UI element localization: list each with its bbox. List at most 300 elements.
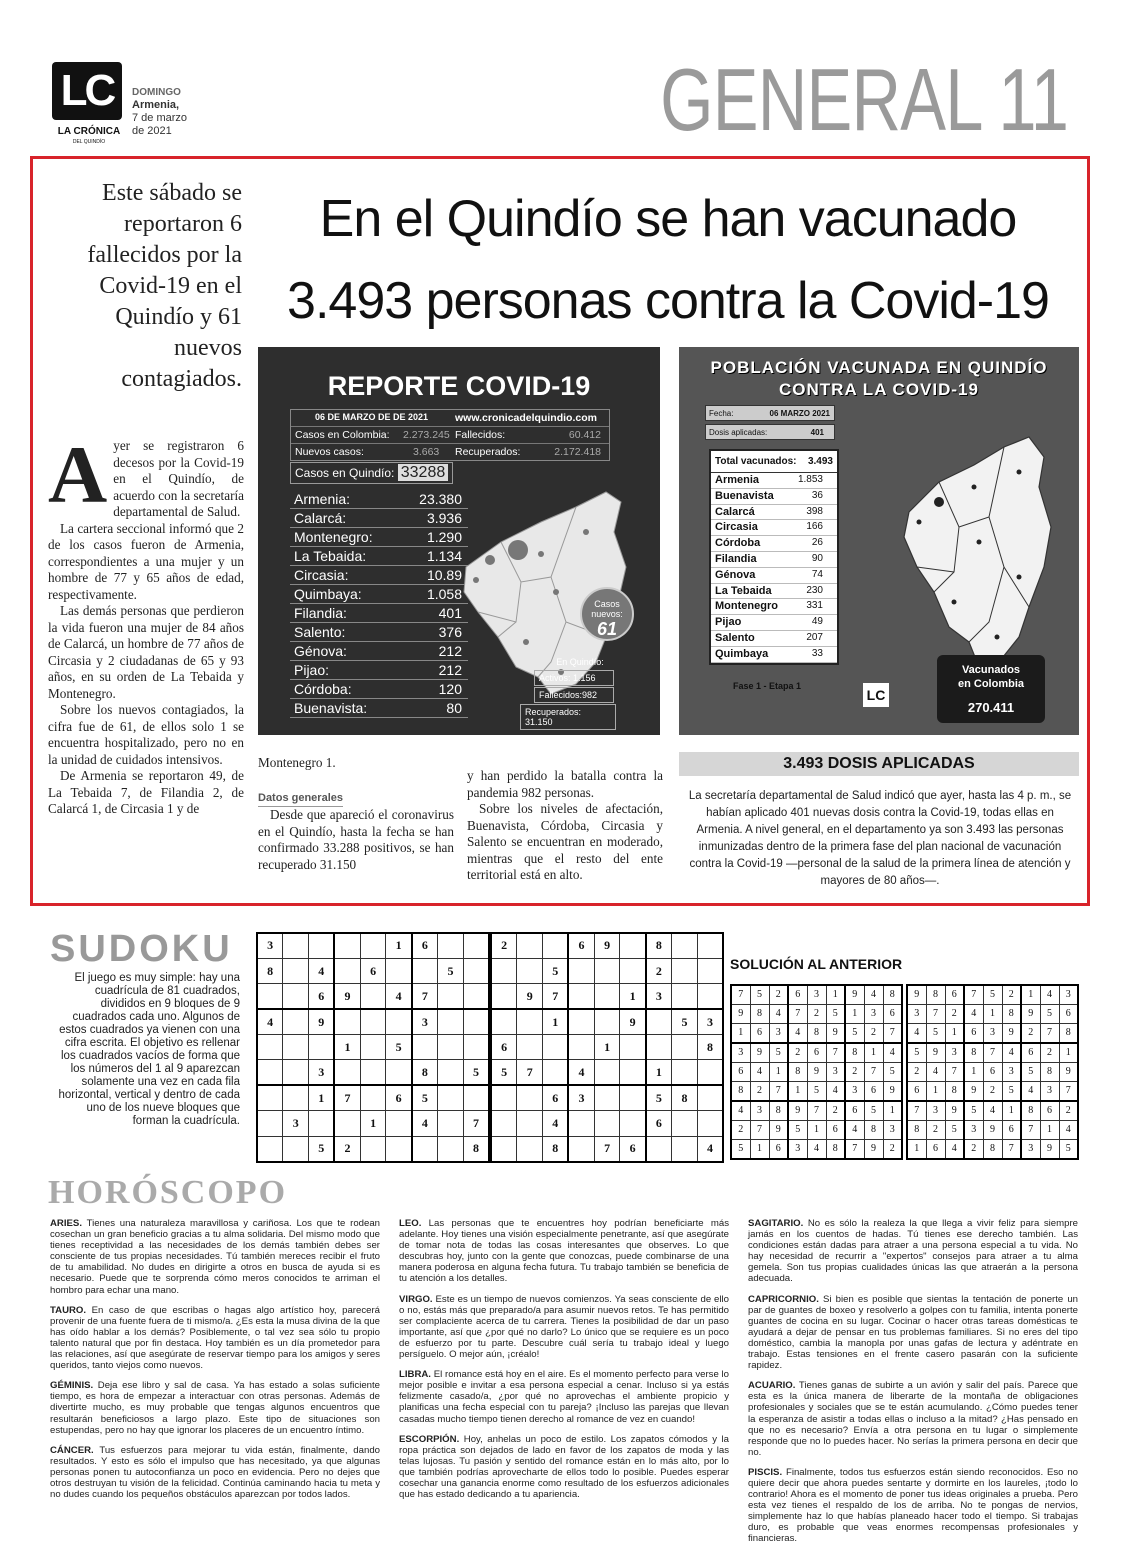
grid-cell — [697, 933, 723, 958]
grid-row — [257, 958, 489, 983]
grid-cell: 6 — [1040, 1101, 1059, 1120]
municipality-cases: 23.380 — [419, 491, 462, 507]
paragraph: Sobre los niveles de afectación, Buenavista, Córdoba, Circasia y Salento se encuentran en moderado, mientras que el resto del ente territorial está en alto. — [467, 801, 663, 882]
grid-cell: 2 — [826, 1101, 845, 1120]
grid-row — [257, 933, 489, 958]
vaccinated-row — [711, 473, 837, 489]
grid-cell — [283, 958, 309, 983]
municipality-cases-row — [290, 566, 468, 585]
grid-cell: 4 — [788, 1024, 807, 1043]
grid-cell — [257, 1085, 283, 1110]
grid-cell: 5 — [964, 1101, 983, 1120]
article-deck: Este sábado se reportaron 6 fallecidos por la Covid-19 en el Quindío y 61 nuevos contagiados. — [87, 180, 242, 392]
municipality-cases-row — [290, 661, 468, 680]
recuperados-value: 2.172.418 — [554, 446, 601, 458]
grid-cell: 2 — [983, 1081, 1002, 1100]
article-headline — [258, 178, 1078, 342]
grid-cell: 8 — [945, 1081, 964, 1100]
horoscope-entry — [50, 1305, 380, 1372]
grid-cell — [412, 958, 438, 983]
municipality-name: Salento — [715, 631, 755, 644]
grid-cell: 4 — [543, 1111, 569, 1136]
grid-cell — [463, 984, 489, 1009]
grid-cell — [334, 958, 360, 983]
doses-banner: 3.493 DOSIS APLICADAS — [679, 752, 1079, 776]
grid-cell — [697, 984, 723, 1009]
grid-cell: 8 — [845, 1043, 864, 1062]
grid-cell — [568, 1009, 594, 1034]
grid-cell — [594, 984, 620, 1009]
grid-cell: 9 — [788, 1101, 807, 1120]
grid-cell: 8 — [907, 1120, 926, 1139]
sign-text: Si bien es posible que sientas la tentación de ponerte un par de guantes de boxeo y resolverlo a golpes con tu familia, intenta ponerte guantes de cocina en su lugar. Cocinar o hacer otras tareas domésticas te ayudará a dejar de pensar en tus problemas familiares. Si no eres del tipo doméstico, cambia la manopla por unas gafas de lectura y adéntrate en trabajo. Estas tensiones en el frente casero pasarán con la suficiente rapidez. — [748, 1293, 1079, 1372]
sign-text: Tienes ganas de subirte a un avión y salir del país. Parece que esta es la única manera de liberarte de la montaña de obligaciones profesionales y sociales que se te están acumulando. ¿Cómo puedes tener la esperanza de asistir a todas ellas o incluso a la mitad? ¿Has pensado en que no es necesario? Envía a otra persona en tu lugar o simplemente responde que no lo puedes hacer. No serías la primera persona en decir que no. — [748, 1380, 1078, 1458]
grid-cell: 8 — [463, 1136, 489, 1161]
grid-cell: 5 — [1002, 1081, 1021, 1100]
grid-cell: 6 — [864, 1081, 883, 1100]
municipality-name: Calarcá — [715, 505, 755, 518]
grid-row — [907, 985, 1078, 1004]
municipality-cases: 3.936 — [426, 510, 462, 526]
sign-text: No es sólo la realeza la que llega a vivir feliz para siempre jamás en los cuentos de hadas. Tú tienes ese derecho también. Las condiciones están dadas para atraer a una persona especial a tu vida. No hay necesidad de recurrir a "expertos" consejos para atraer a tu alma gemela. Son tus propias cualidades únicas las que atraerán a la persona adecuada. — [748, 1218, 1078, 1285]
sign-text: En caso de que escribas o hagas algo artístico hoy, parecerá provenir de una fuente fuera de ti mismo/a. ¿Es esta la musa divina de la que has oído hablar a los demás? Posiblemente, o tal vez sea sólo tu propio talento natural que por fin destaca. Hoy también es un día prometedor para las relaciones, así que asegúrate de reservar tiempo para los amigos y seres queridos, tanto viejos como nuevos. — [50, 1304, 381, 1372]
grid-cell: 3 — [1040, 1081, 1059, 1100]
grid-cell: 3 — [964, 1120, 983, 1139]
grid-cell — [463, 958, 489, 983]
vaccinated-count: 398 — [806, 505, 823, 517]
grid-cell: 2 — [750, 1081, 769, 1100]
grid-cell: 8 — [1040, 1062, 1059, 1081]
horoscope-entry — [748, 1294, 1078, 1372]
grid-row — [491, 1136, 723, 1161]
grid-cell — [438, 984, 464, 1009]
grid-cell: 6 — [1059, 1004, 1078, 1023]
grid-cell: 1 — [360, 1111, 386, 1136]
grid-cell — [386, 1111, 412, 1136]
grid-cell: 6 — [412, 933, 438, 958]
grid-cell — [438, 1060, 464, 1085]
grid-row — [907, 1081, 1078, 1100]
grid-cell: 1 — [1059, 1043, 1078, 1062]
grid-cell: 4 — [769, 1004, 788, 1023]
quindio-totals-label: En Quindío: — [556, 657, 604, 667]
report-date: 06 DE MARZO DE DE 2021 — [315, 412, 429, 422]
grid-cell: 3 — [883, 1120, 902, 1139]
grid-cell: 2 — [1002, 985, 1021, 1004]
horoscope-entry — [50, 1218, 380, 1296]
horoscope-column-2 — [399, 1218, 729, 1509]
sign-text: Finalmente, todos tus esfuerzos están siendo reconocidos. Eso no quiere decir que ahora puedes sentarte y dormirte en los laureles, ¡todo lo contrario! Ahora es el momento de poner tus ideas originales a prueba. Pero esta vez tienes el respaldo de los de arriba. No te pongas de nervios, simplemente haz lo que habías planeado hacer todo el tiempo. Si trabajas duro, es probable que veas enormes recompensas profesionales y financieras. — [748, 1466, 1078, 1545]
headline-line-1: En el Quindío se han vacunado — [319, 190, 1017, 248]
grid-row — [907, 1024, 1078, 1043]
grid-cell: 8 — [1021, 1101, 1040, 1120]
date-line-1: 7 de marzo — [132, 112, 188, 124]
grid-cell — [672, 984, 698, 1009]
grid-cell — [594, 958, 620, 983]
drop-cap: A — [48, 429, 108, 520]
grid-cell — [257, 1111, 283, 1136]
vaccinated-row — [711, 615, 837, 631]
grid-cell — [517, 1085, 543, 1110]
sign-name: TAURO. — [50, 1304, 87, 1316]
vaccinated-colombia-box — [937, 655, 1045, 723]
grid-cell: 5 — [412, 1085, 438, 1110]
horoscope-entry — [399, 1294, 729, 1361]
grid-cell — [360, 984, 386, 1009]
municipality-name: Montenegro: — [294, 529, 373, 545]
grid-cell: 6 — [491, 1035, 517, 1060]
municipality-cases: 120 — [438, 681, 462, 697]
grid-cell: 6 — [883, 1004, 902, 1023]
grid-cell: 3 — [807, 985, 826, 1004]
phase-label: Fase 1 - Etapa 1 — [733, 681, 802, 691]
grid-cell — [463, 1035, 489, 1060]
sign-name: LIBRA. — [399, 1369, 431, 1381]
grid-cell: 5 — [1059, 1139, 1078, 1158]
grid-cell: 1 — [750, 1139, 769, 1158]
grid-cell: 8 — [672, 1085, 698, 1110]
grid-cell — [386, 958, 412, 983]
municipality-name: Génova: — [294, 643, 347, 659]
grid-row — [491, 1035, 723, 1060]
grid-cell — [386, 1136, 412, 1161]
grid-cell: 1 — [964, 1062, 983, 1081]
quindio-vaccination-map — [879, 417, 1074, 677]
grid-cell: 6 — [360, 958, 386, 983]
grid-cell: 3 — [731, 1043, 750, 1062]
grid-row — [907, 1139, 1078, 1158]
grid-cell: 8 — [864, 1120, 883, 1139]
grid-cell: 9 — [1040, 1139, 1059, 1158]
grid-row — [257, 1136, 489, 1161]
grid-cell: 8 — [964, 1043, 983, 1062]
grid-cell: 2 — [845, 1062, 864, 1081]
grid-cell: 2 — [1040, 1043, 1059, 1062]
municipality-name: Montenegro — [715, 600, 778, 613]
grid-row — [907, 1101, 1078, 1120]
sign-text: El romance está hoy en el aire. Es el momento perfecto para verse lo mejor posible e invitar a esa persona especial a cenar. Incluso si ya estás felizmente casado/a, ¿por qué no aprovechas el ambiente propicio y planificas una fecha especial con tu pareja? ¡Incluso las parejas que llevan casadas mucho tiempo tienen derecho al romance de vez en cuando! — [399, 1369, 730, 1425]
grid-cell — [568, 1035, 594, 1060]
doses-summary: La secretaría departamental de Salud indicó que ayer, hasta las 4 p. m., se habían aplicado 401 nuevas dosis contra la Covid-19, todas ellas en Armenia. A nivel general, en el departamento ya son 3.493 las personas inmunizadas dentro de la primera fase del plan nacional de vacunación contra la Covid-19 —personal de la salud de la primera línea de atención y mayores de 80 años—. — [688, 790, 1072, 887]
grid-row — [731, 1101, 902, 1120]
grid-cell — [697, 958, 723, 983]
municipality-name: Pijao — [715, 616, 742, 629]
grid-cell: 6 — [926, 1139, 945, 1158]
horoscope-entry — [748, 1467, 1078, 1545]
grid-cell — [672, 1060, 698, 1085]
grid-cell: 6 — [826, 1120, 845, 1139]
grid-cell — [620, 958, 646, 983]
grid-cell: 6 — [386, 1085, 412, 1110]
grid-cell: 4 — [1059, 1120, 1078, 1139]
vaccinated-count: 166 — [806, 521, 823, 533]
grid-cell: 7 — [864, 1062, 883, 1081]
grid-cell: 1 — [543, 1009, 569, 1034]
grid-cell: 9 — [883, 1081, 902, 1100]
grid-cell: 4 — [907, 1024, 926, 1043]
grid-cell: 5 — [750, 985, 769, 1004]
sign-name: PISCIS. — [748, 1466, 783, 1478]
sign-name: CAPRICORNIO. — [748, 1293, 819, 1305]
vaccinated-count: 207 — [806, 631, 823, 643]
sign-name: ARIES. — [50, 1218, 82, 1229]
paragraph: Las demás personas que perdieron la vida fueron una mujer de 84 años de Calarcá, un hombre de 77 años de Circasia y 2 ciudadanas de 65 y 93 años, en su orden de La Tebaida y Montenegro. — [48, 603, 244, 701]
municipality-cases: 212 — [438, 643, 462, 659]
grid-cell — [463, 1009, 489, 1034]
grid-cell — [463, 933, 489, 958]
horoscope-entry — [748, 1380, 1078, 1458]
municipality-cases-row — [290, 699, 468, 718]
grid-cell: 8 — [412, 1060, 438, 1085]
sign-text: Deja ese libro y sal de casa. Ya has estado a solas suficiente tiempo, es hora de empezar a interactuar con otras personas. Además de divertirte mucho, es muy probable que tengas algunos encuentros que resultarán beneficiosos a largo plazo. Este tipo de situaciones son estupendas, pero no hay que ignorar los placeres de un encuentro íntimo. — [50, 1380, 380, 1436]
vaccinated-table — [709, 449, 839, 665]
recuperados-label: Recuperados: — [455, 446, 521, 458]
article-column-2 — [258, 755, 454, 873]
grid-cell — [283, 984, 309, 1009]
vaccinated-row — [711, 599, 837, 615]
municipality-cases: 212 — [438, 662, 462, 678]
grid-cell: 9 — [864, 1139, 883, 1158]
date-block — [132, 86, 222, 138]
grid-cell: 6 — [750, 1024, 769, 1043]
grid-cell: 2 — [945, 1004, 964, 1023]
grid-cell: 1 — [334, 1035, 360, 1060]
grid-cell: 1 — [1021, 985, 1040, 1004]
grid-cell: 9 — [594, 933, 620, 958]
grid-cell — [463, 1085, 489, 1110]
grid-cell: 6 — [788, 985, 807, 1004]
grid-cell: 9 — [769, 1120, 788, 1139]
grid-cell — [438, 1111, 464, 1136]
grid-cell: 7 — [788, 1004, 807, 1023]
fallecidos-label: Fallecidos: — [455, 429, 506, 441]
fallecidos-quindio: Fallecidos:982 — [534, 687, 614, 703]
vaccinated-row — [711, 647, 837, 663]
grid-cell — [438, 933, 464, 958]
dosis-label: Dosis aplicadas: — [709, 428, 768, 437]
grid-cell: 8 — [983, 1139, 1002, 1158]
vaccinated-colombia-value: 270.411 — [967, 700, 1015, 715]
grid-cell: 3 — [750, 1101, 769, 1120]
grid-cell: 1 — [1002, 1101, 1021, 1120]
grid-cell — [283, 933, 309, 958]
grid-cell — [386, 1060, 412, 1085]
grid-cell: 1 — [731, 1024, 750, 1043]
grid-cell: 7 — [463, 1111, 489, 1136]
vaccinated-row — [711, 584, 837, 600]
total-value: 3.493 — [807, 456, 833, 467]
grid-cell — [543, 1035, 569, 1060]
grid-cell: 4 — [845, 1120, 864, 1139]
grid-cell — [283, 1060, 309, 1085]
grid-cell: 9 — [983, 1120, 1002, 1139]
grid-cell: 4 — [568, 1060, 594, 1085]
grid-cell: 5 — [926, 1024, 945, 1043]
grid-cell: 7 — [945, 1062, 964, 1081]
grid-cell: 3 — [646, 984, 672, 1009]
horoscope-entry — [399, 1434, 729, 1501]
vaccination-infographic — [679, 347, 1079, 735]
grid-cell: 2 — [964, 1139, 983, 1158]
grid-cell — [491, 1009, 517, 1034]
grid-cell: 3 — [1002, 1062, 1021, 1081]
total-label: Total vacunados: — [715, 456, 797, 467]
grid-cell: 8 — [257, 958, 283, 983]
article-column-3 — [467, 768, 663, 884]
grid-cell: 9 — [945, 1101, 964, 1120]
grid-cell — [517, 1009, 543, 1034]
casos-quindio-label: Casos en Quindío: — [295, 466, 395, 480]
municipality-cases-row — [290, 585, 468, 604]
grid-cell: 4 — [964, 1004, 983, 1023]
grid-cell: 1 — [945, 1024, 964, 1043]
grid-cell: 3 — [788, 1139, 807, 1158]
grid-row — [907, 1062, 1078, 1081]
date-line-2: de 2021 — [132, 125, 172, 137]
grid-cell: 1 — [845, 1004, 864, 1023]
grid-cell: 6 — [964, 1024, 983, 1043]
grid-cell — [672, 1136, 698, 1161]
grid-cell — [283, 1085, 309, 1110]
municipality-name: Génova — [715, 568, 756, 581]
grid-cell: 3 — [309, 1060, 335, 1085]
grid-cell: 3 — [907, 1004, 926, 1023]
grid-cell — [334, 933, 360, 958]
grid-cell — [334, 1111, 360, 1136]
grid-cell — [543, 933, 569, 958]
grid-row — [491, 1009, 723, 1034]
paragraph: Desde que apareció el coronavirus en el Quindío, hasta la fecha se han confirmado 33.288 positivos, se han recuperado 31.150 — [258, 807, 454, 872]
grid-cell: 6 — [309, 984, 335, 1009]
grid-cell: 1 — [646, 1060, 672, 1085]
grid-cell: 9 — [845, 985, 864, 1004]
grid-cell: 6 — [907, 1081, 926, 1100]
grid-cell: 5 — [945, 1120, 964, 1139]
grid-cell: 1 — [826, 985, 845, 1004]
grid-cell: 2 — [788, 1043, 807, 1062]
grid-cell: 6 — [845, 1101, 864, 1120]
grid-cell: 4 — [1002, 1043, 1021, 1062]
logo-name: LA CRÓNICA — [57, 126, 121, 137]
grid-cell: 9 — [1059, 1062, 1078, 1081]
grid-cell — [517, 1111, 543, 1136]
grid-cell: 1 — [769, 1062, 788, 1081]
casos-colombia-label: Casos en Colombia: — [295, 429, 390, 441]
subheading: Datos generales — [258, 790, 343, 808]
article-column-1 — [48, 429, 244, 818]
grid-cell — [360, 1035, 386, 1060]
grid-cell — [360, 1060, 386, 1085]
grid-cell — [594, 1060, 620, 1085]
vaccinated-count: 90 — [811, 552, 823, 564]
grid-cell: 7 — [1059, 1081, 1078, 1100]
grid-cell: 3 — [568, 1085, 594, 1110]
grid-cell — [257, 984, 283, 1009]
grid-cell: 6 — [620, 1136, 646, 1161]
day-label: DOMINGO — [132, 87, 181, 98]
paragraph: La cartera seccional informó que 2 de los casos fueron de Armenia, correspondientes a una mujer y un hombre de 77 y 65 años de edad, respectivamente. — [48, 520, 244, 602]
grid-cell: 8 — [1002, 1004, 1021, 1023]
grid-cell: 2 — [491, 933, 517, 958]
casos-quindio-value: 33288 — [398, 464, 449, 481]
grid-cell: 9 — [620, 1009, 646, 1034]
grid-cell: 7 — [907, 1101, 926, 1120]
grid-cell — [543, 1060, 569, 1085]
grid-cell: 7 — [517, 1060, 543, 1085]
municipality-cases: 80 — [446, 700, 462, 716]
municipality-cases: 10.89 — [426, 567, 462, 583]
vaccinated-count: 49 — [811, 616, 823, 628]
grid-cell: 5 — [1040, 1004, 1059, 1023]
municipality-cases-row — [290, 642, 468, 661]
grid-cell: 9 — [1021, 1004, 1040, 1023]
grid-cell: 2 — [1059, 1101, 1078, 1120]
municipality-cases: 1.290 — [426, 529, 462, 545]
sudoku-grid-1 — [256, 932, 490, 1163]
grid-cell — [672, 1035, 698, 1060]
sign-name: CÁNCER. — [50, 1444, 94, 1456]
grid-cell — [568, 1111, 594, 1136]
vaccinated-count: 74 — [811, 568, 823, 580]
grid-cell — [491, 1136, 517, 1161]
vaccinated-row — [711, 505, 837, 521]
grid-cell — [697, 1111, 723, 1136]
grid-cell: 5 — [883, 1062, 902, 1081]
grid-cell — [257, 1060, 283, 1085]
grid-cell: 9 — [517, 984, 543, 1009]
grid-cell: 1 — [788, 1081, 807, 1100]
horoscope-entry — [399, 1218, 729, 1285]
grid-cell: 3 — [845, 1081, 864, 1100]
horoscope-column-1 — [50, 1218, 380, 1509]
grid-cell — [283, 1136, 309, 1161]
grid-cell: 3 — [1021, 1139, 1040, 1158]
grid-cell: 8 — [646, 933, 672, 958]
recuperados-quindio: Recuperados: 31.150 — [520, 704, 616, 730]
municipality-name: Filandia: — [294, 605, 347, 621]
grid-row — [907, 1043, 1078, 1062]
grid-cell: 2 — [807, 1004, 826, 1023]
grid-cell: 4 — [309, 958, 335, 983]
grid-cell — [438, 1009, 464, 1034]
grid-cell — [360, 1136, 386, 1161]
grid-cell: 3 — [826, 1062, 845, 1081]
sign-name: ACUARIO. — [748, 1380, 796, 1392]
grid-cell — [620, 933, 646, 958]
sign-text: Tienes una naturaleza maravillosa y cariñosa. Los que te rodean cosechan un gran beneficio gracias a tu alma solidaria. Del mismo modo que tienes receptividad a las necesidades de los demás también debes ser consciente de tus propias necesidades. Tú también mereces recibir el fruto de tu amabilidad. No dudes en dirigirte a otros en busca de ayuda si es necesario. Puede que te sorprenda cómo meros conocidos te arriman el hombro para echar una mano. — [50, 1218, 380, 1296]
solution-grid-2 — [906, 984, 1079, 1160]
grid-cell — [697, 1060, 723, 1085]
vaccinated-count: 33 — [811, 647, 823, 659]
grid-cell: 7 — [334, 1085, 360, 1110]
grid-row — [491, 984, 723, 1009]
grid-cell: 8 — [788, 1062, 807, 1081]
grid-cell — [672, 958, 698, 983]
municipality-cases: 1.058 — [426, 586, 462, 602]
grid-row — [907, 1004, 1078, 1023]
grid-cell: 9 — [907, 985, 926, 1004]
grid-cell: 4 — [731, 1101, 750, 1120]
grid-cell: 6 — [731, 1062, 750, 1081]
horoscope-entry — [399, 1369, 729, 1424]
grid-cell — [517, 958, 543, 983]
vaccinated-list — [711, 473, 837, 663]
grid-cell: 9 — [964, 1081, 983, 1100]
grid-row — [731, 1120, 902, 1139]
paragraph: Sobre los nuevos contagiados, la cifra fue de 61, de ellos solo 1 se encuentra hospitalizado, pero no en la unidad de cuidados intensivos. — [48, 702, 244, 767]
grid-cell: 2 — [864, 1024, 883, 1043]
vaccinated-row — [711, 631, 837, 647]
